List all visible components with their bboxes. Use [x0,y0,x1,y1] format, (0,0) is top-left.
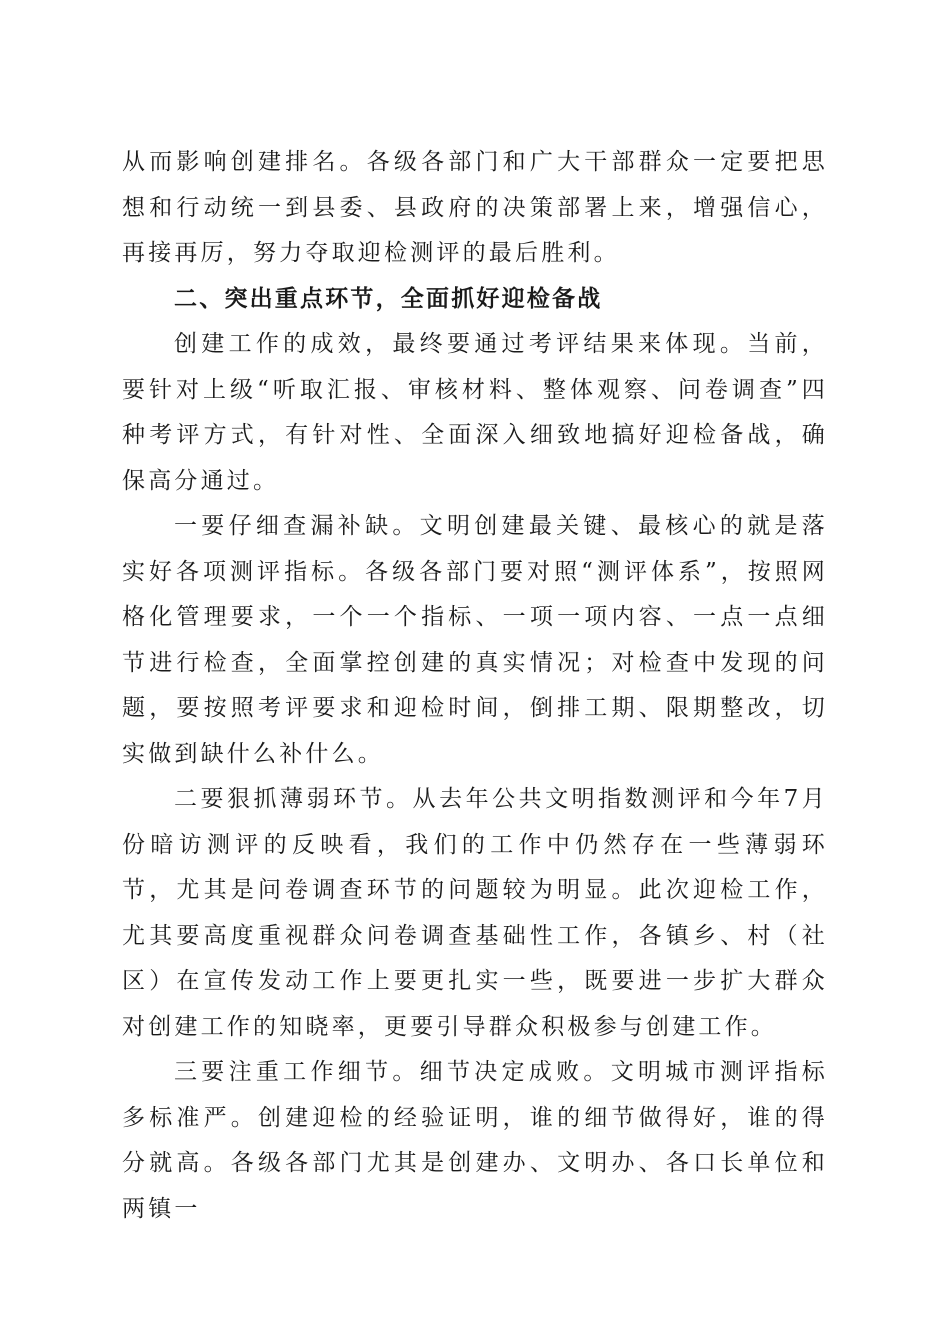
body-paragraph-intro: 创建工作的成效，最终要通过考评结果来体现。当前，要针对上级“听取汇报、审核材料、整体观察、问卷调查”四种考评方式，有针对性、全面深入细致地搞好迎检备战，确保高分通过。 [122,331,828,494]
body-paragraph-point-1: 一要仔细查漏补缺。文明创建最关键、最核心的就是落实好各项测评指标。各级各部门要对照“测评体系”，按照网格化管理要求，一个一个指标、一项一项内容、一点一点细节进行检查，全面掌控创建的真实情况；对检查中发现的问题，要按照考评要求和迎检时间，倒排工期、限期整改，切实做到缺什么补什么。 [122,513,828,767]
body-paragraph-point-3: 三要注重工作细节。细节决定成败。文明城市测评指标多标准严。创建迎检的经验证明，谁的细节做得好，谁的得分就高。各级各部门尤其是创建办、文明办、各口长单位和两镇一 [122,1059,828,1222]
body-paragraph-point-2: 二要狠抓薄弱环节。从去年公共文明指数测评和今年7月份暗访测评的反映看，我们的工作中仍然存在一些薄弱环节，尤其是问卷调查环节的问题较为明显。此次迎检工作，尤其要高度重视群众问卷调查基础性工作，各镇乡、村（社区）在宣传发动工作上要更扎实一些，既要进一步扩大群众对创建工作的知晓率，更要引导群众积极参与创建工作。 [122,786,828,1040]
section-heading: 二、突出重点环节，全面抓好迎检备战 [174,285,603,312]
document-body [122,140,828,1232]
body-paragraph-continuation: 从而影响创建排名。各级各部门和广大干部群众一定要把思想和行动统一到县委、县政府的决策部署上来，增强信心，再接再厉，努力夺取迎检测评的最后胜利。 [122,149,828,266]
